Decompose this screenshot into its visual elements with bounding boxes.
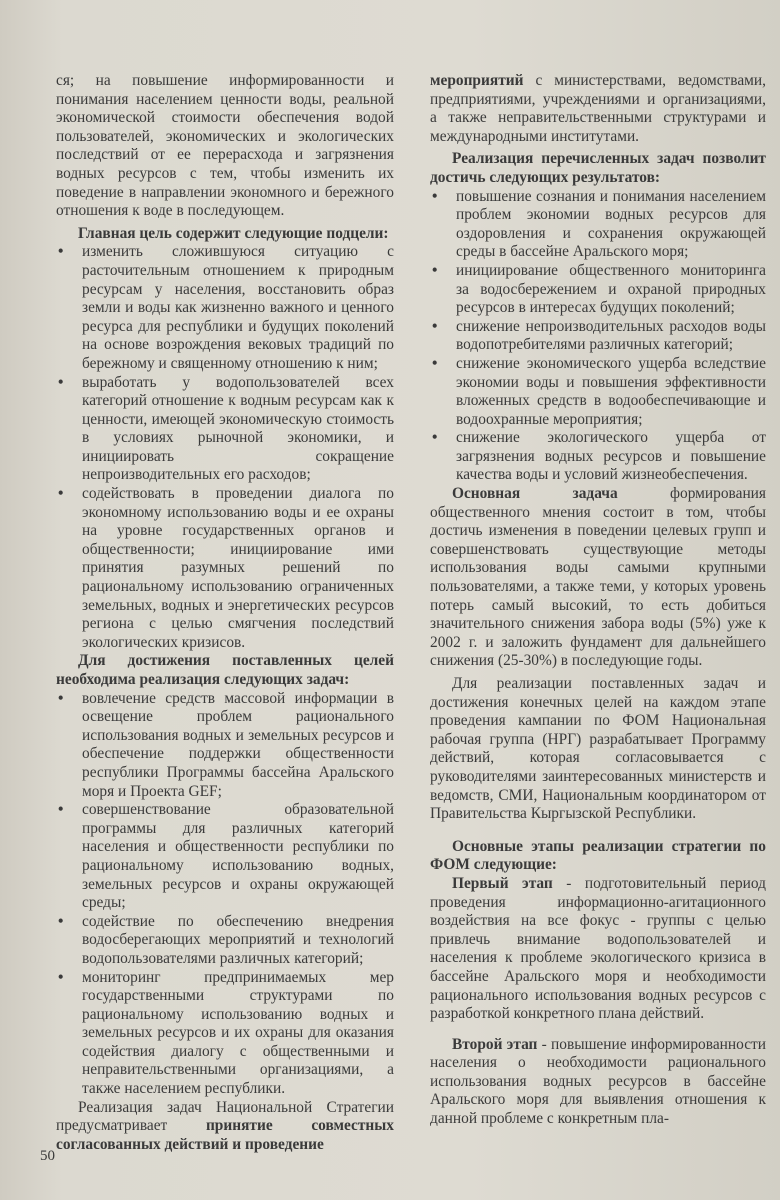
realization-paragraph xyxy=(56,1099,394,1155)
result-item: • снижение экологического ущерба от загрязнения водных ресурсов и повышение качества воды и условий жизнеобеспечения. xyxy=(430,429,766,485)
goal-item: • изменить сложившуюся ситуацию с расточительным отношением к природным ресурсам у населения, восстановить образ земли и воды как жизненно важного и ценного ресурса для республики и будущих поколений на основе возрождения вековых традиций по бережному и священному отношению к ним; xyxy=(56,243,394,373)
left-column xyxy=(56,72,394,1154)
stage1-text: - подготовительный период проведения информационно-агитационного воздействия на все фокус - группы с целью привлечь внимание водопользователей и населения к проблеме экологического кризиса в бассейне Аральского моря и необходимости рационального использования водных ресурсов с разработкой конкретного плана действий. xyxy=(430,874,766,1023)
goal-list xyxy=(56,243,394,652)
results-heading: Реализация перечисленных задач позволит достичь следующих результатов: xyxy=(430,150,766,186)
result-item: • снижение непроизводительных расходов воды водопотребителями различных категорий; xyxy=(430,318,766,355)
task-item: • мониторинг предпринимаемых мер государственными структурами по рациональному использованию водных и земельных ресурсов и их охраны для оказания содействия диалогу с общественными и неправительственными организациями, а также населением республики. xyxy=(56,969,394,1099)
task-item: • содействие по обеспечению внедрения водосберегающих мероприятий и технологий водопользователями различных категорий; xyxy=(56,913,394,969)
result-item: • инициирование общественного мониторинга за водосбережением и охраной природных ресурсов в интересах будущих поколений; xyxy=(430,262,766,318)
implementation-paragraph: Для реализации поставленных задач и достижения конечных целей на каждом этапе проведения кампании по ФОМ Национальная рабочая группа (НРГ) разрабатывает Программу действий, которая согласовывается с руководителями заинтересованных министерств и ведомств, СМИ, Национальным координатором от Правительства Кыргызской Республики. xyxy=(430,675,766,823)
continuation-bold: мероприятий xyxy=(430,72,524,89)
intro-paragraph: ся; на повышение информированности и понимания населением ценности воды, реальной экономической стоимости обеспечения водой пользователей, экономических и экологических последствий от ее перерасхода и загрязнения водных ресурсов с тем, чтобы изменить их поведение в направлении экономного и бережного отношения к воде в последующем. xyxy=(56,72,394,220)
right-column xyxy=(430,72,766,1129)
realization-bold: принятие совместных согласованных действий и проведение xyxy=(56,1117,394,1153)
goal-heading: Главная цель содержит следующие подцели: xyxy=(78,224,389,242)
main-task-bold: Основная задача xyxy=(452,485,618,503)
page-number: 50 xyxy=(40,1148,55,1164)
realization-text: Реализация задач Национальной Стратегии предусматривает xyxy=(56,1098,394,1135)
tasks-heading: Для достижения поставленных целей необходима реализация следующих задач: xyxy=(56,652,394,688)
main-task-text: формирования общественного мнения состоит в том, чтобы достичь изменения в поведении целевых групп и совершенствовать существующие методы использования воды самыми крупными пользователями, а также теми, у которых уровень потерь самый высокий, то есть добиться значительного снижения забора воды (5%) уже к 2002 г. и заложить фундамент для дальнейшего снижения (25-30%) в последующие годы. xyxy=(430,485,766,670)
stage1-bold: Первый этап xyxy=(452,874,553,892)
continuation-text: с министерствами, ведомствами, предприятиями, учреждениями и организациями, а также неправительственными структурами и международными институтами. xyxy=(430,72,766,145)
task-item: • вовлечение средств массовой информации в освещение проблем рационального использования водных и земельных ресурсов и обеспечение поддержки общественности республики Программы бассейна Аральского моря и Проекта GEF; xyxy=(56,690,394,802)
stages-heading: Основные этапы реализации стратегии по ФОМ следующие: xyxy=(430,837,766,874)
task-list xyxy=(56,690,394,1099)
task-item: • совершенствование образовательной программы для различных категорий населения и общественности республики по рациональному использованию водных, земельных ресурсов и охраны окружающей среды; xyxy=(56,801,394,913)
main-task-paragraph xyxy=(430,485,766,671)
goal-item: • содействовать в проведении диалога по экономному использованию воды и ее охраны на уровне государственных органов и общественности; инициирование ими принятия разумных решений по рациональному использованию ограниченных земельных, водных и энергетических ресурсов региона с целью смягчения последствий экологических кризисов. xyxy=(56,485,394,652)
stage2-paragraph xyxy=(430,1036,766,1129)
stage1-paragraph xyxy=(430,875,766,1024)
results-list xyxy=(430,188,766,486)
stage2-bold: Второй этап xyxy=(452,1035,538,1053)
stage2-text: - повышение информированности населения о необходимости рационального использования водных ресурсов в бассейне Аральского моря для выявления отношения к данной проблеме с конкретным пла- xyxy=(430,1035,766,1128)
goal-item: • выработать у водопользователей всех категорий отношение к водным ресурсам как к ценности, имеющей экономическую стоимость в условиях рыночной экономики, и инициировать сокращение непроизводительных его расходов; xyxy=(56,374,394,486)
result-item: • снижение экономического ущерба вследствие экономии воды и повышения эффективности вложенных средств в водообеспечивающие и водоохранные мероприятия; xyxy=(430,355,766,429)
result-item: • повышение сознания и понимания населением проблем экономии водных ресурсов для оздоровления и сохранения окружающей среды в бассейне Аральского моря; xyxy=(430,188,766,262)
continuation-paragraph xyxy=(430,72,766,146)
